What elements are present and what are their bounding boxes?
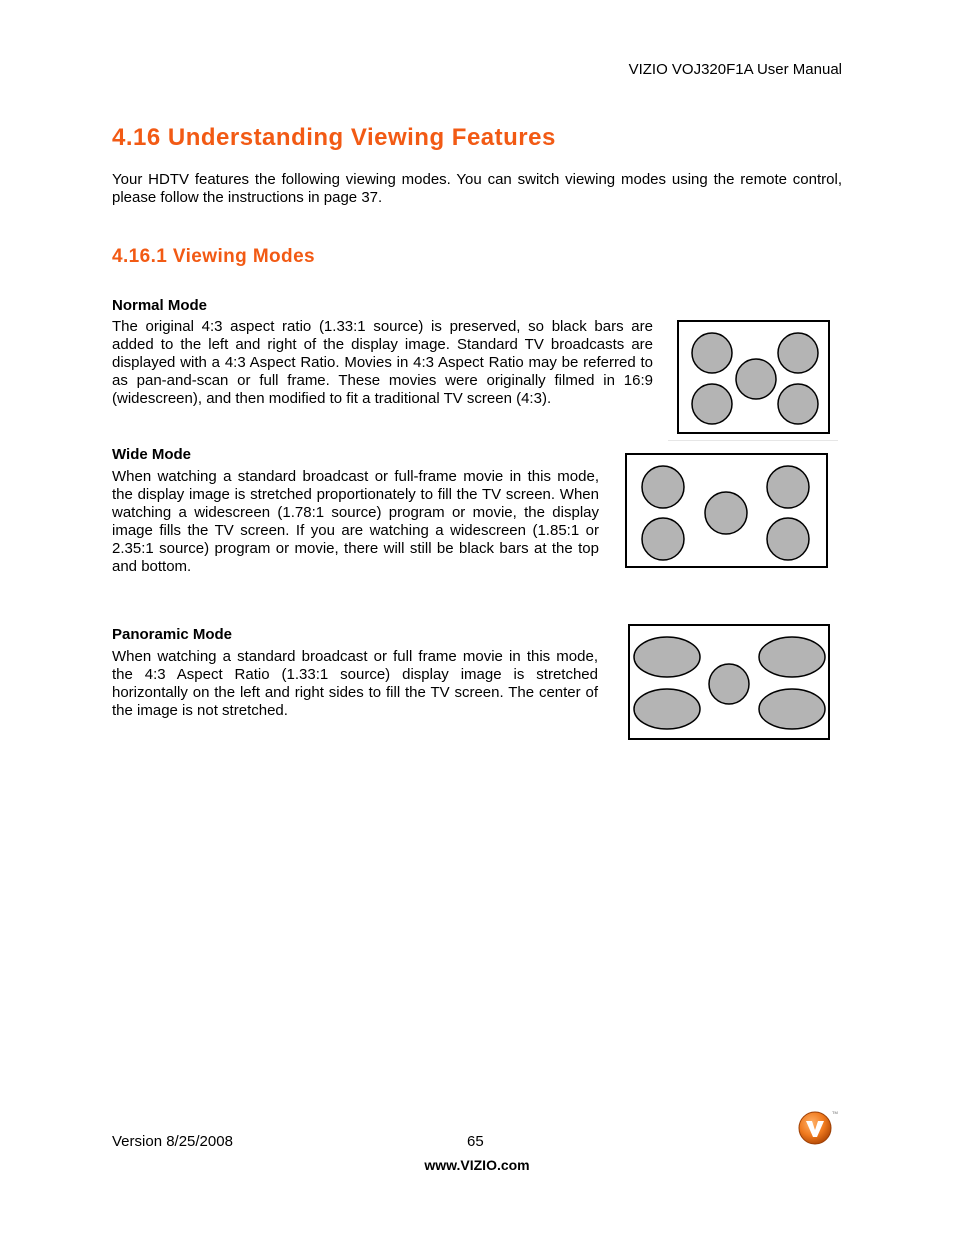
section-title: 4.16 Understanding Viewing Features [112,124,556,151]
circle-top-left [692,333,732,373]
normal-mode-text: The original 4:3 aspect ratio (1.33:1 source) is preserved, so black bars are added to the left and right of the display image. Standard TV broadcasts are displayed with a 4:3 Aspect Ratio. Movies in 4:3 Aspect Ratio may be referred to as pan-and-scan or full frame. These movies were originally filmed in 16:9 (widescreen), and then modified to fit a traditional TV screen (4:3). [112,318,653,407]
section-intro: Your HDTV features the following viewing modes. You can switch viewing modes using the remote control, please follow the instructions in page 37. [112,171,842,206]
footer-version: Version 8/25/2008 [112,1133,233,1150]
circle-top-right [767,466,809,508]
subsection-title: 4.16.1 Viewing Modes [112,246,316,267]
wide-mode-heading: Wide Mode [112,446,192,463]
wide-mode-diagram [625,453,828,568]
panoramic-mode-text: When watching a standard broadcast or full frame movie in this mode, the 4:3 Aspect Ratio (1.33:1 source) display image is stretched horizontally on the left and right sides to fill the TV screen. The center of the image is not stretched. [112,648,598,719]
page-number: 65 [467,1133,484,1150]
circle-bottom-left [642,518,684,560]
normal-mode-diagram [677,320,830,434]
ellipse-top-left [634,637,700,677]
circle-bottom-right [778,384,818,424]
normal-mode-heading: Normal Mode [112,297,208,314]
vizio-logo-icon [797,1108,838,1146]
footer-url: www.VIZIO.com [424,1157,530,1173]
panoramic-mode-heading: Panoramic Mode [112,626,233,643]
circle-top-right [778,333,818,373]
ellipse-bottom-left [634,689,700,729]
ellipse-bottom-right [759,689,825,729]
page-header: VIZIO VOJ320F1A User Manual [628,61,842,78]
circle-center [709,664,749,704]
panoramic-mode-diagram [628,624,830,740]
diagram-shadow [668,440,838,441]
circle-bottom-right [767,518,809,560]
circle-center [736,359,776,399]
circle-bottom-left [692,384,732,424]
wide-mode-text: When watching a standard broadcast or full-frame movie in this mode, the display image is stretched proportionately to fill the TV screen. When watching a widescreen (1.78:1 source) program or movie, the display image fills the TV screen. If you are watching a widescreen (1.85:1 or 2.35:1 source) program or movie, there will still be black bars at the top and bottom. [112,468,599,575]
circle-top-left [642,466,684,508]
svg-text:TM: TM [832,1110,838,1115]
circle-center [705,492,747,534]
ellipse-top-right [759,637,825,677]
